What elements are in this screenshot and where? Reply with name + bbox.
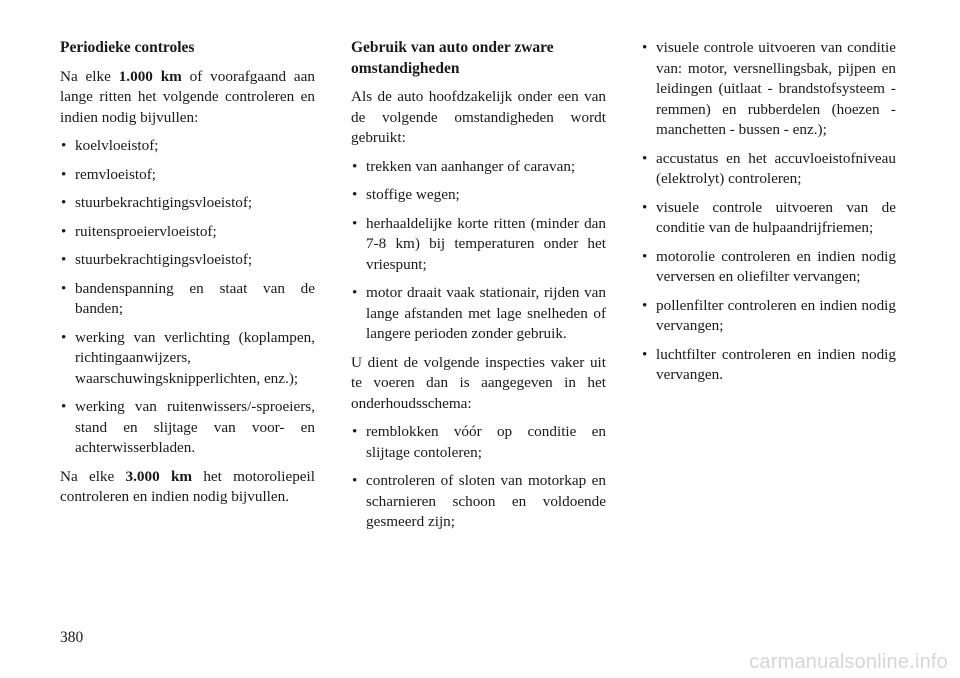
column-1 bbox=[60, 38, 315, 516]
middle-paragraph: U dient de volgende inspecties vaker uit te voeren dan is aangegeven in het onderhoudsschema: bbox=[351, 353, 606, 412]
outro-paragraph: Na elke 3.000 km het motoroliepeil controleren en indien nodig bijvullen. bbox=[60, 467, 315, 505]
list-item: • visuele controle uitvoeren van de conditie van de hulpaandrijfriemen; bbox=[641, 198, 896, 239]
section-heading-periodic-checks: Periodieke controles bbox=[60, 39, 195, 56]
list-item: • werking van ruitenwissers/-sproeiers, stand en slijtage van voor- en achterwisserbladen. bbox=[60, 397, 315, 459]
list-item: • werking van verlichting (koplampen, richtingaanwijzers, waarschuwingsknipperlichten, enz.); bbox=[60, 328, 315, 390]
list-item: • motor draait vaak stationair, rijden van lange afstanden met lage snelheden of langere perioden zonder gebruik. bbox=[351, 283, 606, 345]
list-item: • stuurbekrachtigingsvloeistof; bbox=[60, 250, 315, 271]
list-item: • pollenfilter controleren en indien nodig vervangen; bbox=[641, 296, 896, 337]
check-list bbox=[60, 136, 315, 459]
column-3 bbox=[641, 38, 896, 394]
list-item: • accustatus en het accuvloeistofniveau (elektrolyt) controleren; bbox=[641, 149, 896, 190]
inspection-list-continued bbox=[641, 38, 896, 386]
list-item: • stoffige wegen; bbox=[351, 185, 606, 206]
list-item: • luchtfilter controleren en indien nodig vervangen. bbox=[641, 345, 896, 386]
list-item: • stuurbekrachtigingsvloeistof; bbox=[60, 193, 315, 214]
conditions-list bbox=[351, 157, 606, 345]
list-item: • visuele controle uitvoeren van conditie van: motor, versnellingsbak, pijpen en leidingen (uitlaat - brandstofsysteem - remmen) en rubberdelen (hoezen - manchetten - bussen - enz.); bbox=[641, 38, 896, 141]
intro-paragraph: Als de auto hoofdzakelijk onder een van de volgende omstandigheden wordt gebruikt: bbox=[351, 88, 606, 146]
watermark: carmanualsonline.info bbox=[749, 651, 948, 673]
list-item: • trekken van aanhanger of caravan; bbox=[351, 157, 606, 178]
list-item: • ruitensproeiervloeistof; bbox=[60, 222, 315, 243]
list-item: • bandenspanning en staat van de banden; bbox=[60, 279, 315, 320]
page-number: 380 bbox=[60, 629, 84, 646]
list-item: • remblokken vóór op conditie en slijtage contoleren; bbox=[351, 422, 606, 463]
column-2 bbox=[351, 38, 606, 541]
list-item: • koelvloeistof; bbox=[60, 136, 315, 157]
section-heading-severe-conditions: Gebruik van auto onder zware omstandigheden bbox=[351, 39, 554, 77]
list-item: • motorolie controleren en indien nodig verversen en oliefilter vervangen; bbox=[641, 247, 896, 288]
list-item: • remvloeistof; bbox=[60, 165, 315, 186]
inspection-list bbox=[351, 422, 606, 533]
list-item: • herhaaldelijke korte ritten (minder dan 7-8 km) bij temperaturen onder het vriespunt; bbox=[351, 214, 606, 276]
list-item: • controleren of sloten van motorkap en scharnieren schoon en voldoende gesmeerd zijn; bbox=[351, 471, 606, 533]
intro-paragraph: Na elke 1.000 km of voorafgaand aan lange ritten het volgende controleren en indien nodig bijvullen: bbox=[60, 67, 315, 126]
